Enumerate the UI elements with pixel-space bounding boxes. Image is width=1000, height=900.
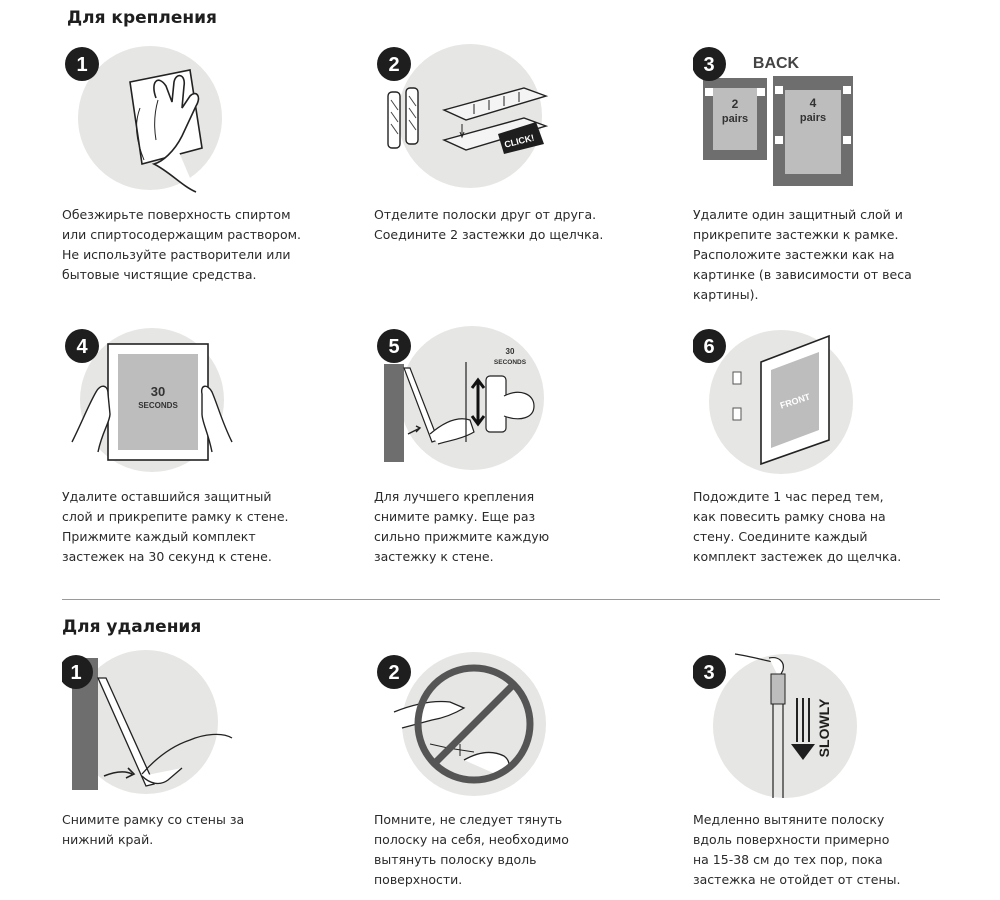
hang-frame-illustration (693, 322, 993, 482)
pull-slowly-illustration (693, 648, 993, 808)
step-badge (65, 329, 99, 363)
step-description: Удалите один защитный слой и прикрепите застежки к рамке. Расположите застежки как на картинке (в зависимости от веса картины). (693, 207, 912, 302)
dont-pull-illustration (374, 648, 674, 808)
step-description: Отделите полоски друг от друга. Соедините 2 застежки до щелчка. (374, 207, 604, 242)
step-badge (693, 655, 726, 689)
svg-text:3: 3 (703, 54, 715, 76)
svg-text:pairs: pairs (721, 113, 749, 125)
svg-text:FRONT: FRONT (778, 391, 812, 411)
connect-strips-illustration (374, 40, 674, 200)
svg-text:1: 1 (76, 54, 88, 76)
step-description: Подождите 1 час перед тем, как повесить рамку снова на стену. Соедините каждый комплект застежек до щелчка. (693, 489, 902, 564)
step-badge (377, 655, 411, 689)
frame-back-illustration (693, 40, 993, 200)
press-strips-illustration (374, 322, 674, 482)
step-badge (693, 329, 726, 363)
step-description: Медленно вытяните полоску вдоль поверхности примерно на 15-38 см до тех пор, пока застежка не отойдет от стены. (693, 812, 901, 887)
step-description: Снимите рамку со стены за нижний край. (62, 812, 245, 847)
svg-text:5: 5 (388, 336, 400, 358)
press-frame-illustration (62, 322, 362, 482)
step-badge (693, 47, 726, 81)
svg-text:4: 4 (809, 96, 817, 110)
svg-text:SECONDS: SECONDS (138, 401, 178, 410)
svg-text:3: 3 (703, 662, 715, 684)
svg-text:SLOWLY: SLOWLY (816, 698, 832, 758)
step-description: Удалите оставшийся защитный слой и прикрепите рамку к стене. Прижмите каждый комплект застежек на 30 секунд к стене. (62, 489, 289, 564)
section-title-removal: Для удаления (62, 617, 202, 637)
svg-text:30: 30 (150, 384, 166, 399)
step-badge (377, 47, 411, 81)
step-badge (377, 329, 411, 363)
svg-text:30: 30 (505, 347, 515, 356)
svg-text:CLICK!: CLICK! (503, 132, 536, 150)
svg-text:6: 6 (703, 336, 715, 358)
svg-text:BACK: BACK (752, 55, 800, 72)
svg-text:SECONDS: SECONDS (493, 359, 527, 366)
svg-text:4: 4 (76, 336, 88, 358)
step-description: Помните, не следует тянуть полоску на себя, необходимо вытянуть полоску вдоль поверхности. (374, 812, 569, 887)
svg-text:1: 1 (70, 662, 82, 684)
step-badge (65, 47, 99, 81)
svg-text:2: 2 (388, 662, 400, 684)
remove-frame-illustration (62, 648, 362, 808)
step-description: Для лучшего крепления снимите рамку. Еще раз сильно прижмите каждую застежку к стене. (374, 489, 550, 564)
step-description: Обезжирьте поверхность спиртом или спиртосодержащим раствором. Не используйте растворители или бытовые чистящие средства. (62, 207, 302, 282)
svg-text:2: 2 (388, 54, 400, 76)
svg-text:2: 2 (731, 97, 739, 111)
svg-text:pairs: pairs (799, 112, 827, 124)
section-divider (62, 599, 940, 600)
section-title-mount: Для крепления (67, 8, 217, 28)
wipe-surface-illustration (62, 40, 362, 200)
